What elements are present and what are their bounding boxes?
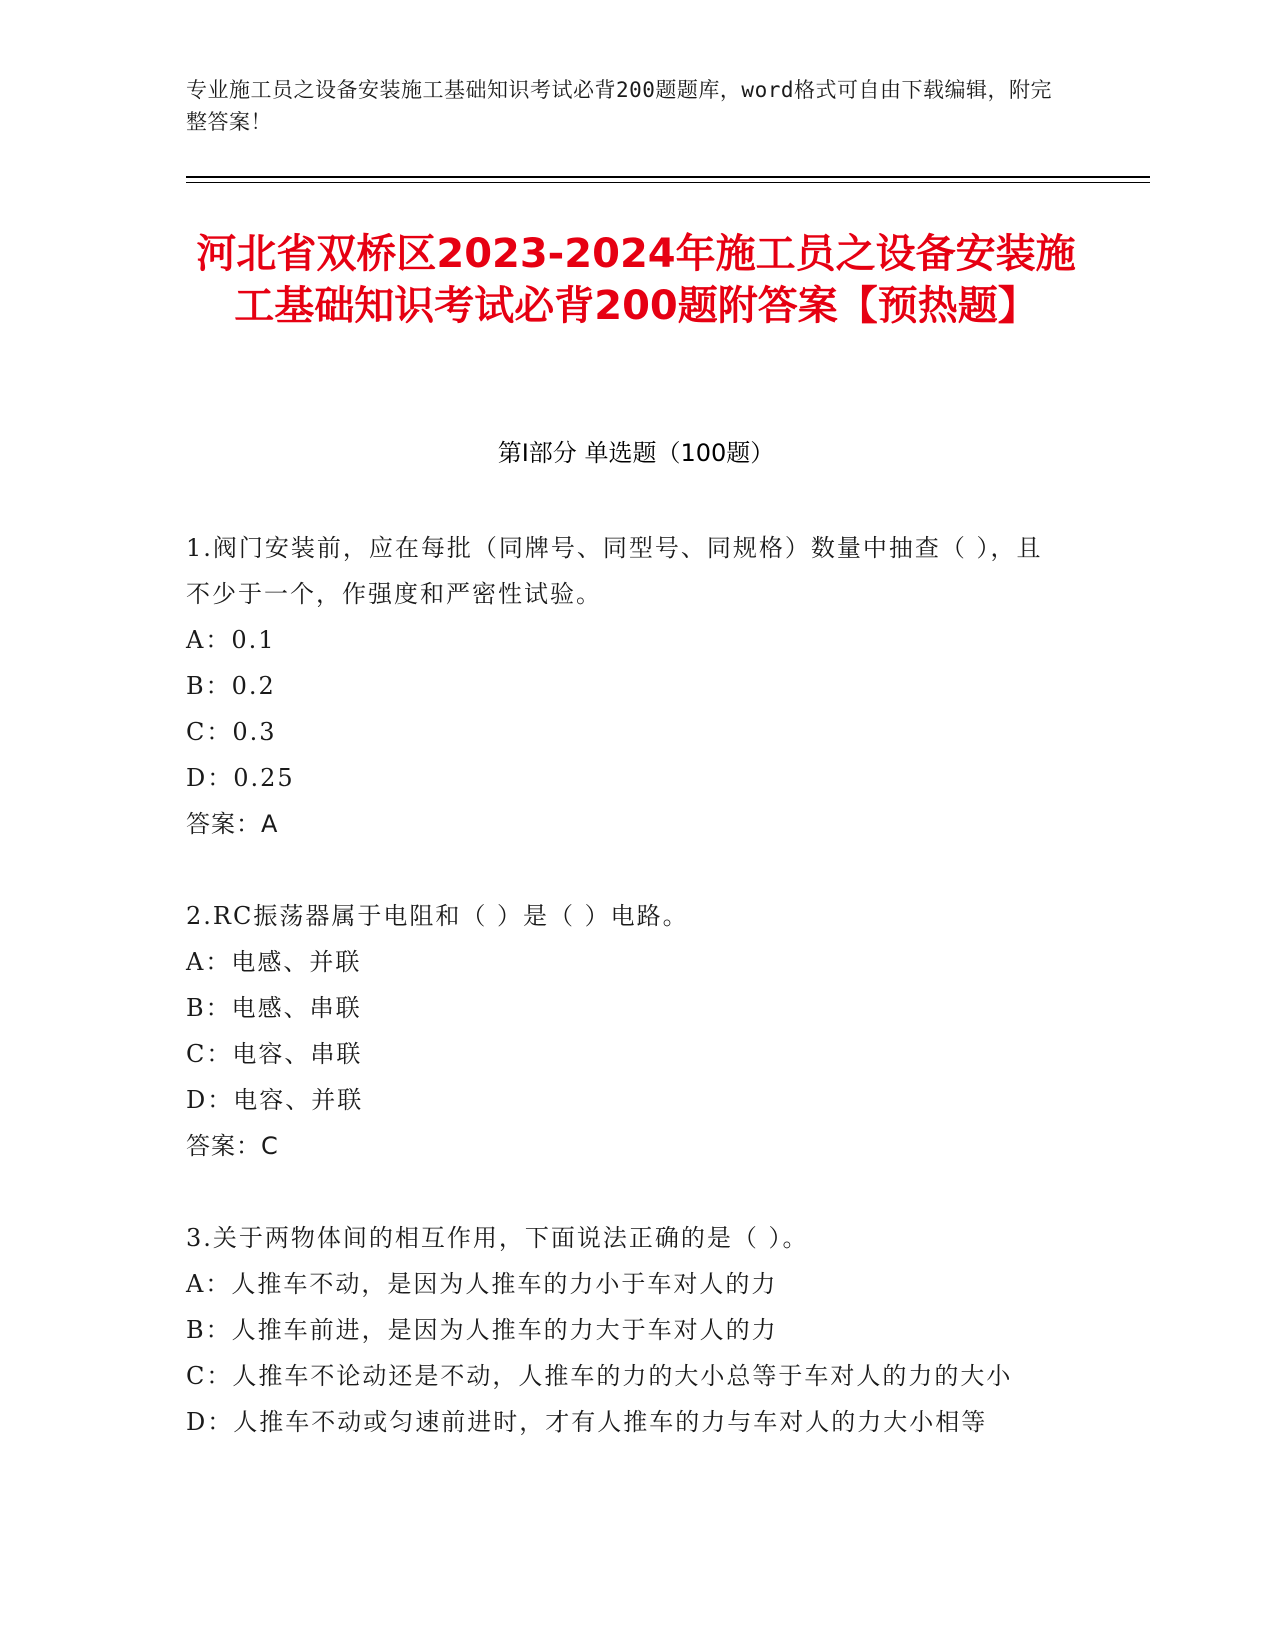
question-2 (186, 893, 1066, 1169)
header-divider-thick (186, 176, 1150, 178)
option-b: B：0.2 (186, 672, 276, 700)
question-1 (186, 525, 1066, 847)
option-d: D：人推车不动或匀速前进时，才有人推车的力与车对人的力大小相等 (186, 1408, 988, 1436)
option-b: B：电感、串联 (186, 994, 362, 1022)
question-stem: 1.阀门安装前，应在每批（同牌号、同型号、同规格）数量中抽查（ ），且不少于一个，作强度和严密性试验。 (186, 534, 1043, 608)
question-list (186, 525, 1066, 1491)
answer-line: 答案：C (186, 1132, 279, 1160)
question-3 (186, 1215, 1066, 1445)
option-d: D：0.25 (186, 764, 295, 792)
answer-line: 答案：A (186, 810, 279, 838)
option-c: C：0.3 (186, 718, 277, 746)
option-c: C：人推车不论动还是不动，人推车的力的大小总等于车对人的力的大小 (186, 1362, 1013, 1390)
question-stem: 2.RC振荡器属于电阻和（ ）是（ ）电路。 (186, 902, 689, 930)
header-divider-thin (186, 182, 1150, 183)
option-a: A：0.1 (186, 626, 276, 654)
option-c: C：电容、串联 (186, 1040, 363, 1068)
question-stem: 3.关于两物体间的相互作用，下面说法正确的是（ ）。 (186, 1224, 809, 1252)
option-a: A：人推车不动，是因为人推车的力小于车对人的力 (186, 1270, 778, 1298)
option-a: A：电感、并联 (186, 948, 362, 976)
option-d: D：电容、并联 (186, 1086, 364, 1114)
section-heading: 第I部分 单选题（100题） (497, 439, 775, 467)
header-note: 专业施工员之设备安装施工基础知识考试必背200题题库，word格式可自由下载编辑，附完整答案！ (186, 78, 1052, 134)
document-title: 河北省双桥区2023-2024年施工员之设备安装施工基础知识考试必背200题附答案【预热题】 (196, 231, 1076, 329)
option-b: B：人推车前进，是因为人推车的力大于车对人的力 (186, 1316, 778, 1344)
